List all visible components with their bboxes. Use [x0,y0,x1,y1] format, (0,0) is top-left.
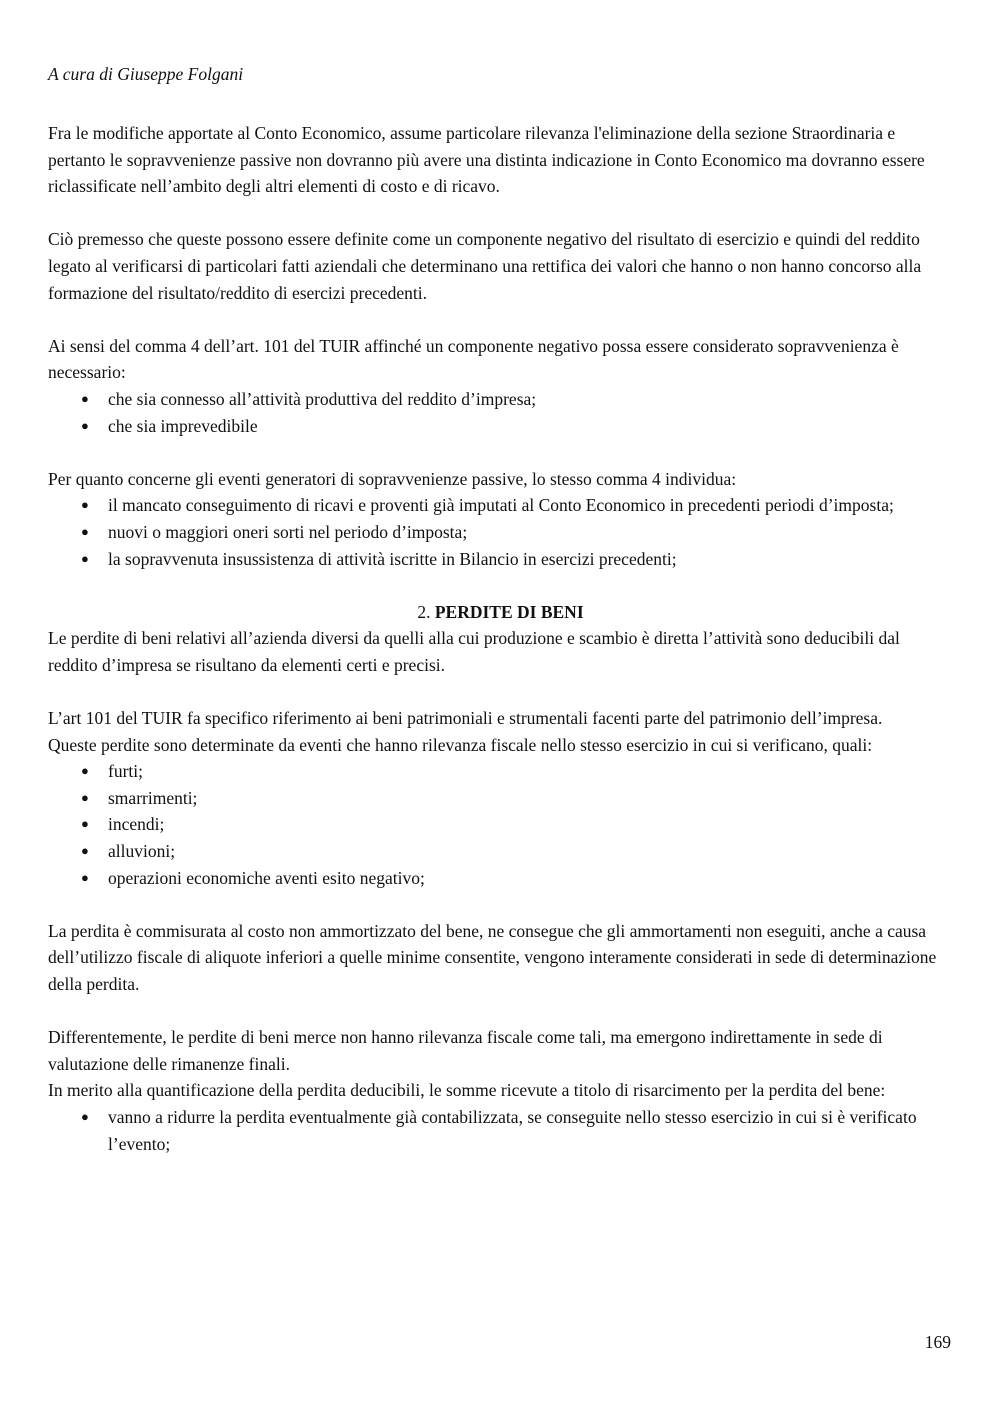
list-item [48,386,953,413]
paragraph: Le perdite di beni relativi all’azienda diversi da quelli alla cui produzione e scambio è diretta l’attività sono deducibili dal reddito d’impresa se risultano da elementi certi e precisi. [48,628,900,675]
paragraph: Per quanto concerne gli eventi generatori di sopravvenienze passive, lo stesso comma 4 individua: [48,468,737,489]
list-item [48,838,953,865]
list-item-text: il mancato conseguimento di ricavi e proventi già imputati al Conto Economico in precedenti periodi d’imposta; [108,495,894,516]
list-item-text: furti; [108,761,143,782]
page-header-author: A cura di Giuseppe Folgani [48,64,244,84]
bullet-icon: ● [81,816,89,832]
list-item-text: alluvioni; [108,841,176,862]
page-body [48,120,953,1157]
paragraph: Differentemente, le perdite di beni merce non hanno rilevanza fiscale come tali, ma emergono indirettamente in sede di valutazione delle rimanenze finali. [48,1027,883,1074]
bullet-icon: ● [81,1108,89,1124]
section-number: 2. [417,601,435,622]
paragraph-spacer [48,891,953,918]
paragraph: In merito alla quantificazione della perdita deducibili, le somme ricevute a titolo di risarcimento per la perdita del bene: [48,1080,886,1101]
list-item-text: vanno a ridurre la perdita eventualmente già contabilizzata, se conseguite nello stesso esercizio in cui si è verificato l’evento; [108,1106,917,1154]
paragraph: La perdita è commisurata al costo non ammortizzato del bene, ne consegue che gli ammortamenti non eseguiti, anche a causa dell’utilizzo fiscale di aliquote inferiori a quelle minime consentite, vengono interamente considerati in sede di determinazione della perdita. [48,920,937,994]
bullet-icon: ● [81,763,89,779]
bullet-icon: ● [81,789,89,805]
bullet-icon: ● [81,497,89,513]
list-item-text: smarrimenti; [108,787,198,808]
list-item [48,546,953,573]
bullet-icon: ● [81,390,89,406]
section-heading [48,599,953,626]
bullet-icon: ● [81,417,89,433]
list-item-text: nuovi o maggiori oneri sorti nel periodo d’imposta; [108,521,468,542]
paragraph: Fra le modifiche apportate al Conto Economico, assume particolare rilevanza l'eliminazione della sezione Straordinaria e pertanto le sopravvenienze passive non dovranno più avere una distinta indicazione in Conto Economico ma dovranno essere riclassificate nell’ambito degli altri elementi di costo e di ricavo. [48,123,925,197]
bullet-icon: ● [81,550,89,566]
list-item [48,519,953,546]
paragraph-spacer [48,572,953,599]
bullet-list-risarcimento [48,1104,953,1157]
list-item-text: che sia connesso all’attività produttiva del reddito d’impresa; [108,388,537,409]
bullet-icon: ● [81,523,89,539]
list-item-text: la sopravvenuta insussistenza di attività iscritte in Bilancio in esercizi precedenti; [108,548,677,569]
list-item-text: che sia imprevedibile [108,415,258,436]
paragraph-spacer [48,998,953,1025]
paragraph-spacer [48,306,953,333]
paragraph-spacer [48,200,953,227]
paragraph: Ciò premesso che queste possono essere definite come un componente negativo del risultato di esercizio e quindi del reddito legato al verificarsi di particolari fatti aziendali che determinano una rettifica dei valori che hanno o non hanno concorso alla formazione del risultato/reddito di esercizi precedenti. [48,229,922,303]
page-number: 169 [924,1332,951,1352]
paragraph: Ai sensi del comma 4 dell’art. 101 del TUIR affinché un componente negativo possa essere considerato sopravvenienza è necessario: [48,335,899,383]
list-item [48,865,953,892]
section-title: PERDITE DI BENI [434,601,584,622]
paragraph-spacer [48,439,953,466]
list-item [48,811,953,838]
list-item [48,492,953,519]
list-item [48,413,953,440]
bullet-list-perdite [48,758,953,891]
list-item-text: incendi; [108,814,165,835]
list-item [48,1104,953,1157]
list-item [48,758,953,785]
paragraph-spacer [48,678,953,705]
bullet-icon: ● [81,843,89,859]
paragraph: Queste perdite sono determinate da eventi che hanno rilevanza fiscale nello stesso esercizio in cui si verificano, quali: [48,734,873,755]
paragraph: L’art 101 del TUIR fa specifico riferimento ai beni patrimoniali e strumentali facenti parte del patrimonio dell’impresa. [48,708,883,729]
list-item-text: operazioni economiche aventi esito negativo; [108,867,425,888]
bullet-list-eventi [48,492,953,572]
bullet-icon: ● [81,869,89,885]
bullet-list-requisiti [48,386,953,439]
list-item [48,785,953,812]
